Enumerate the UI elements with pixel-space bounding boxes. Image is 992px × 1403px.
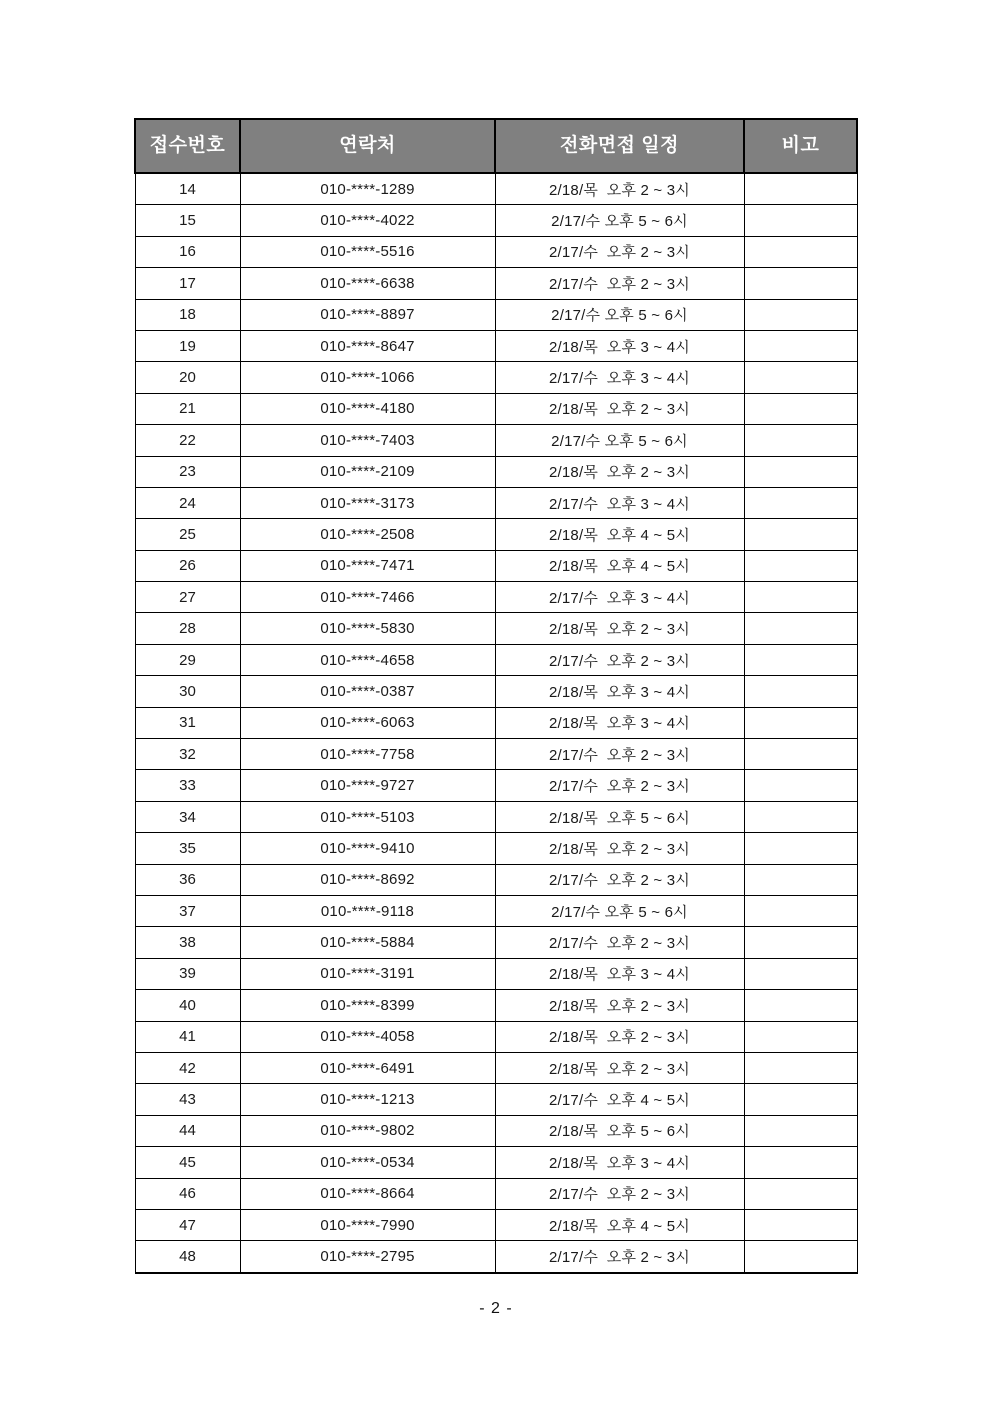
cell-receipt-number: 25 — [135, 519, 240, 550]
cell-remarks — [744, 1178, 857, 1209]
cell-remarks — [744, 958, 857, 989]
cell-receipt-number: 29 — [135, 644, 240, 675]
cell-contact: 010-****-5884 — [240, 927, 495, 958]
cell-remarks — [744, 362, 857, 393]
column-header-receipt-number: 접수번호 — [135, 119, 240, 173]
cell-receipt-number: 24 — [135, 487, 240, 518]
cell-contact: 010-****-7471 — [240, 550, 495, 581]
table-row — [135, 362, 857, 393]
cell-interview-schedule: 2/17/수 오후 2 ~ 3시 — [495, 864, 744, 895]
cell-interview-schedule: 2/17/수 오후 5 ~ 6시 — [495, 205, 744, 236]
cell-contact: 010-****-5830 — [240, 613, 495, 644]
cell-remarks — [744, 1241, 857, 1273]
cell-interview-schedule: 2/18/목 오후 2 ~ 3시 — [495, 456, 744, 487]
cell-remarks — [744, 864, 857, 895]
cell-contact: 010-****-7758 — [240, 739, 495, 770]
table-row — [135, 739, 857, 770]
cell-contact: 010-****-4058 — [240, 1021, 495, 1052]
table-row — [135, 550, 857, 581]
cell-remarks — [744, 268, 857, 299]
cell-receipt-number: 27 — [135, 582, 240, 613]
cell-interview-schedule: 2/18/목 오후 5 ~ 6시 — [495, 801, 744, 832]
cell-contact: 010-****-7990 — [240, 1209, 495, 1240]
cell-remarks — [744, 236, 857, 267]
cell-contact: 010-****-2795 — [240, 1241, 495, 1273]
table-row — [135, 393, 857, 424]
cell-receipt-number: 26 — [135, 550, 240, 581]
cell-remarks — [744, 1084, 857, 1115]
cell-contact: 010-****-9727 — [240, 770, 495, 801]
cell-receipt-number: 45 — [135, 1147, 240, 1178]
cell-contact: 010-****-0534 — [240, 1147, 495, 1178]
table-row — [135, 205, 857, 236]
cell-receipt-number: 31 — [135, 707, 240, 738]
cell-interview-schedule: 2/18/목 오후 4 ~ 5시 — [495, 519, 744, 550]
cell-receipt-number: 38 — [135, 927, 240, 958]
table-row — [135, 895, 857, 926]
cell-remarks — [744, 487, 857, 518]
cell-contact: 010-****-9802 — [240, 1115, 495, 1146]
cell-remarks — [744, 990, 857, 1021]
table-row — [135, 456, 857, 487]
cell-receipt-number: 41 — [135, 1021, 240, 1052]
cell-remarks — [744, 393, 857, 424]
cell-contact: 010-****-6491 — [240, 1052, 495, 1083]
cell-interview-schedule: 2/17/수 오후 2 ~ 3시 — [495, 644, 744, 675]
cell-remarks — [744, 173, 857, 205]
cell-receipt-number: 15 — [135, 205, 240, 236]
cell-contact: 010-****-8897 — [240, 299, 495, 330]
cell-interview-schedule: 2/17/수 오후 3 ~ 4시 — [495, 487, 744, 518]
cell-receipt-number: 30 — [135, 676, 240, 707]
phone-interview-schedule-table-wrapper — [134, 118, 856, 1274]
cell-remarks — [744, 895, 857, 926]
cell-contact: 010-****-1213 — [240, 1084, 495, 1115]
cell-contact: 010-****-8692 — [240, 864, 495, 895]
cell-interview-schedule: 2/18/목 오후 3 ~ 4시 — [495, 1147, 744, 1178]
table-row — [135, 330, 857, 361]
cell-remarks — [744, 801, 857, 832]
column-header-contact: 연락처 — [240, 119, 495, 173]
cell-interview-schedule: 2/17/수 오후 5 ~ 6시 — [495, 299, 744, 330]
cell-receipt-number: 34 — [135, 801, 240, 832]
table-row — [135, 582, 857, 613]
table-row — [135, 801, 857, 832]
cell-receipt-number: 36 — [135, 864, 240, 895]
cell-receipt-number: 22 — [135, 425, 240, 456]
cell-remarks — [744, 1115, 857, 1146]
cell-interview-schedule: 2/18/목 오후 2 ~ 3시 — [495, 1052, 744, 1083]
table-row — [135, 676, 857, 707]
cell-receipt-number: 40 — [135, 990, 240, 1021]
cell-contact: 010-****-3173 — [240, 487, 495, 518]
cell-receipt-number: 48 — [135, 1241, 240, 1273]
cell-contact: 010-****-9118 — [240, 895, 495, 926]
cell-remarks — [744, 550, 857, 581]
cell-contact: 010-****-8647 — [240, 330, 495, 361]
cell-receipt-number: 47 — [135, 1209, 240, 1240]
table-row — [135, 770, 857, 801]
cell-interview-schedule: 2/17/수 오후 2 ~ 3시 — [495, 236, 744, 267]
cell-interview-schedule: 2/17/수 오후 2 ~ 3시 — [495, 770, 744, 801]
table-row — [135, 613, 857, 644]
cell-contact: 010-****-9410 — [240, 833, 495, 864]
cell-receipt-number: 28 — [135, 613, 240, 644]
cell-contact: 010-****-0387 — [240, 676, 495, 707]
cell-interview-schedule: 2/18/목 오후 2 ~ 3시 — [495, 173, 744, 205]
cell-receipt-number: 20 — [135, 362, 240, 393]
table-row — [135, 1178, 857, 1209]
table-row — [135, 644, 857, 675]
cell-contact: 010-****-5516 — [240, 236, 495, 267]
cell-remarks — [744, 1209, 857, 1240]
cell-remarks — [744, 456, 857, 487]
table-row — [135, 173, 857, 205]
table-header-row — [135, 119, 857, 173]
cell-contact: 010-****-5103 — [240, 801, 495, 832]
cell-contact: 010-****-8664 — [240, 1178, 495, 1209]
table-row — [135, 1052, 857, 1083]
cell-receipt-number: 43 — [135, 1084, 240, 1115]
cell-remarks — [744, 1147, 857, 1178]
cell-interview-schedule: 2/18/목 오후 2 ~ 3시 — [495, 393, 744, 424]
cell-receipt-number: 21 — [135, 393, 240, 424]
cell-remarks — [744, 519, 857, 550]
cell-interview-schedule: 2/18/목 오후 5 ~ 6시 — [495, 1115, 744, 1146]
cell-interview-schedule: 2/17/수 오후 4 ~ 5시 — [495, 1084, 744, 1115]
cell-remarks — [744, 330, 857, 361]
cell-receipt-number: 19 — [135, 330, 240, 361]
table-row — [135, 519, 857, 550]
cell-contact: 010-****-8399 — [240, 990, 495, 1021]
cell-contact: 010-****-6063 — [240, 707, 495, 738]
table-row — [135, 1209, 857, 1240]
cell-receipt-number: 32 — [135, 739, 240, 770]
page-number: - 2 - — [479, 1300, 513, 1317]
cell-interview-schedule: 2/18/목 오후 3 ~ 4시 — [495, 676, 744, 707]
cell-remarks — [744, 644, 857, 675]
cell-interview-schedule: 2/17/수 오후 2 ~ 3시 — [495, 927, 744, 958]
cell-remarks — [744, 833, 857, 864]
cell-interview-schedule: 2/18/목 오후 3 ~ 4시 — [495, 707, 744, 738]
table-row — [135, 1084, 857, 1115]
cell-interview-schedule: 2/17/수 오후 5 ~ 6시 — [495, 895, 744, 926]
cell-remarks — [744, 770, 857, 801]
cell-contact: 010-****-7403 — [240, 425, 495, 456]
cell-interview-schedule: 2/18/목 오후 2 ~ 3시 — [495, 1021, 744, 1052]
cell-contact: 010-****-7466 — [240, 582, 495, 613]
cell-contact: 010-****-4658 — [240, 644, 495, 675]
table-row — [135, 864, 857, 895]
cell-receipt-number: 33 — [135, 770, 240, 801]
cell-interview-schedule: 2/17/수 오후 2 ~ 3시 — [495, 1178, 744, 1209]
cell-contact: 010-****-2508 — [240, 519, 495, 550]
phone-interview-schedule-table — [134, 118, 858, 1274]
table-row — [135, 425, 857, 456]
cell-receipt-number: 18 — [135, 299, 240, 330]
table-row — [135, 707, 857, 738]
table-body — [135, 173, 857, 1273]
cell-receipt-number: 23 — [135, 456, 240, 487]
table-row — [135, 958, 857, 989]
cell-receipt-number: 39 — [135, 958, 240, 989]
cell-interview-schedule: 2/17/수 오후 2 ~ 3시 — [495, 739, 744, 770]
cell-interview-schedule: 2/18/목 오후 3 ~ 4시 — [495, 330, 744, 361]
table-row — [135, 833, 857, 864]
cell-contact: 010-****-2109 — [240, 456, 495, 487]
cell-remarks — [744, 1021, 857, 1052]
column-header-interview-schedule: 전화면접 일정 — [495, 119, 744, 173]
table-row — [135, 927, 857, 958]
table-row — [135, 268, 857, 299]
table-row — [135, 990, 857, 1021]
table-row — [135, 1021, 857, 1052]
column-header-remarks: 비고 — [744, 119, 857, 173]
cell-receipt-number: 37 — [135, 895, 240, 926]
cell-remarks — [744, 707, 857, 738]
cell-contact: 010-****-3191 — [240, 958, 495, 989]
cell-remarks — [744, 927, 857, 958]
cell-interview-schedule: 2/18/목 오후 4 ~ 5시 — [495, 550, 744, 581]
cell-interview-schedule: 2/17/수 오후 2 ~ 3시 — [495, 268, 744, 299]
cell-receipt-number: 16 — [135, 236, 240, 267]
cell-interview-schedule: 2/17/수 오후 3 ~ 4시 — [495, 362, 744, 393]
cell-interview-schedule: 2/17/수 오후 3 ~ 4시 — [495, 582, 744, 613]
cell-remarks — [744, 205, 857, 236]
cell-receipt-number: 17 — [135, 268, 240, 299]
cell-receipt-number: 46 — [135, 1178, 240, 1209]
cell-receipt-number: 44 — [135, 1115, 240, 1146]
cell-contact: 010-****-1289 — [240, 173, 495, 205]
table-row — [135, 236, 857, 267]
cell-interview-schedule: 2/17/수 오후 2 ~ 3시 — [495, 1241, 744, 1273]
cell-interview-schedule: 2/18/목 오후 3 ~ 4시 — [495, 958, 744, 989]
cell-remarks — [744, 739, 857, 770]
cell-interview-schedule: 2/18/목 오후 2 ~ 3시 — [495, 833, 744, 864]
cell-remarks — [744, 582, 857, 613]
cell-contact: 010-****-4180 — [240, 393, 495, 424]
cell-interview-schedule: 2/18/목 오후 2 ~ 3시 — [495, 613, 744, 644]
cell-contact: 010-****-1066 — [240, 362, 495, 393]
cell-receipt-number: 42 — [135, 1052, 240, 1083]
cell-interview-schedule: 2/17/수 오후 5 ~ 6시 — [495, 425, 744, 456]
cell-contact: 010-****-4022 — [240, 205, 495, 236]
table-row — [135, 299, 857, 330]
cell-remarks — [744, 613, 857, 644]
cell-interview-schedule: 2/18/목 오후 4 ~ 5시 — [495, 1209, 744, 1240]
cell-remarks — [744, 299, 857, 330]
cell-contact: 010-****-6638 — [240, 268, 495, 299]
table-row — [135, 1147, 857, 1178]
table-row — [135, 1115, 857, 1146]
table-header — [135, 119, 857, 173]
cell-interview-schedule: 2/18/목 오후 2 ~ 3시 — [495, 990, 744, 1021]
table-row — [135, 1241, 857, 1273]
cell-receipt-number: 35 — [135, 833, 240, 864]
table-row — [135, 487, 857, 518]
cell-remarks — [744, 1052, 857, 1083]
cell-remarks — [744, 425, 857, 456]
cell-receipt-number: 14 — [135, 173, 240, 205]
cell-remarks — [744, 676, 857, 707]
